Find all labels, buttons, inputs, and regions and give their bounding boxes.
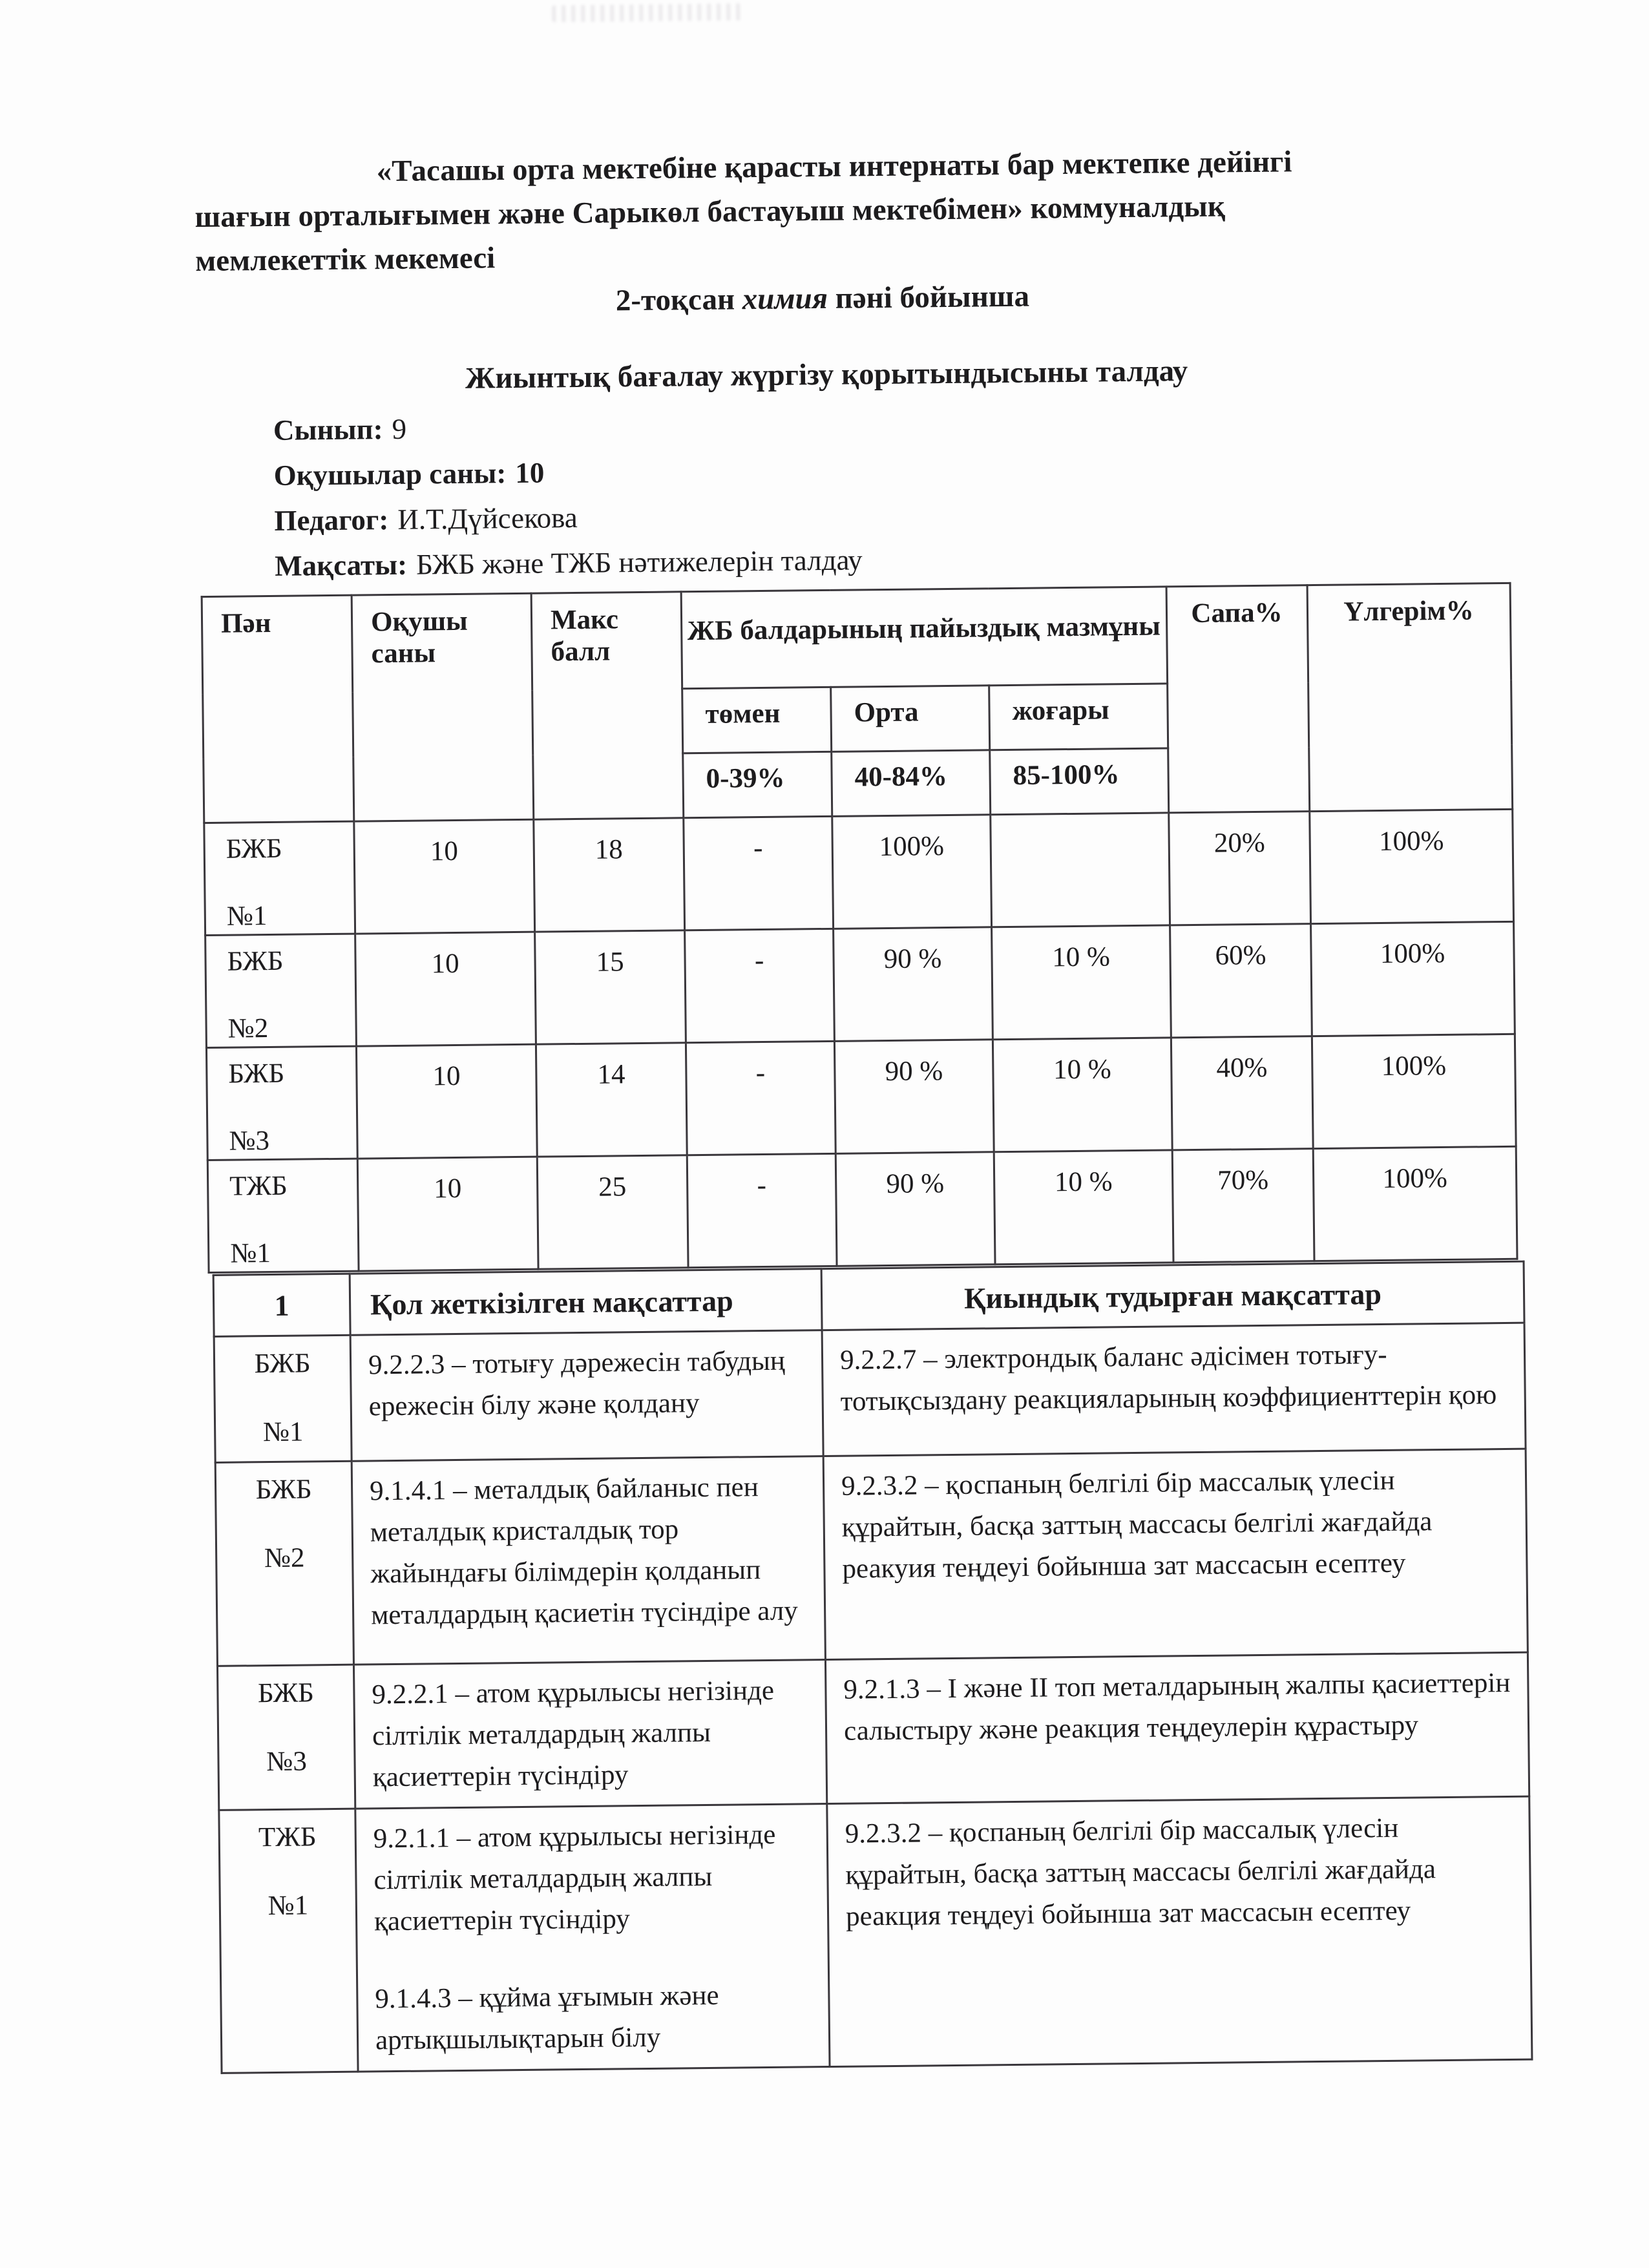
range-low: 0-39% — [683, 751, 832, 817]
col-header-quality: Сапа% — [1166, 585, 1310, 813]
cell-assessment-label — [215, 1461, 353, 1666]
table-row — [204, 809, 1514, 935]
teacher-label: Педагог: — [274, 503, 389, 537]
info-row-goal — [275, 537, 863, 589]
info-row-teacher — [274, 492, 862, 543]
assessment-number: №1 — [268, 1890, 309, 1922]
info-row-students — [273, 446, 861, 498]
range-mid: 40-84% — [832, 750, 991, 817]
assessment-number: №3 — [229, 1126, 270, 1157]
cell-difficult-goals — [822, 1323, 1526, 1456]
cell-low: - — [685, 929, 835, 1042]
table-row — [205, 921, 1515, 1047]
col-header-max-score: Макс балл — [531, 592, 684, 819]
cell-difficult-goals — [825, 1652, 1529, 1803]
teacher-value: И.Т.Дүйсекова — [397, 501, 578, 536]
results-header-row — [202, 583, 1511, 693]
header-line: «Тасашы орта мектебіне қарасты интернаты бар мектепке дейінгі — [376, 145, 1292, 189]
goal-label: Мақсаты: — [274, 548, 408, 582]
cell-students: 10 — [357, 1157, 538, 1271]
scan-artifact — [552, 3, 746, 22]
cell-subject — [204, 821, 355, 935]
assessment-number: №3 — [266, 1746, 308, 1778]
cell-max: 18 — [534, 818, 685, 932]
cell-students: 10 — [355, 932, 536, 1046]
cell-difficult-goals — [827, 1796, 1532, 2066]
cell-high: 10 % — [993, 1038, 1172, 1152]
cell-max: 25 — [537, 1155, 688, 1269]
assessment-number: №1 — [230, 1238, 271, 1269]
cell-assessment-label — [219, 1809, 358, 2073]
assessment-number: №1 — [226, 901, 268, 932]
goals-col-achieved: Қол жеткізілген мақсаттар — [350, 1269, 822, 1336]
cell-progress: 100% — [1310, 809, 1514, 923]
cell-difficult-goals — [823, 1449, 1528, 1659]
cell-low: - — [687, 1153, 837, 1267]
col-header-subject: Пән — [202, 595, 354, 823]
cell-achieved-goals — [355, 1804, 830, 2072]
cell-progress: 100% — [1312, 1034, 1516, 1148]
cell-low: - — [684, 816, 834, 930]
goals-table — [213, 1261, 1533, 2074]
cell-subject — [205, 934, 357, 1047]
class-value: 9 — [392, 412, 407, 445]
cell-progress: 100% — [1313, 1146, 1517, 1261]
students-label: Оқушылар саны: — [273, 457, 507, 492]
col-header-score-distribution: ЖБ балдарының пайыздық мазмұны — [681, 587, 1168, 689]
goal-text: 9.1.4.3 – құйма ұғымын және артықшылықтарын білу — [375, 1980, 719, 2056]
quarter-suffix: пәні бойынша — [827, 279, 1030, 315]
assessment-name: БЖБ — [255, 1474, 312, 1506]
table-row — [214, 1323, 1526, 1462]
table-row — [206, 1034, 1516, 1160]
assessment-name: БЖБ — [226, 833, 282, 865]
document-header — [194, 138, 1514, 327]
quarter-prefix: 2-тоқсан — [615, 282, 743, 318]
cell-achieved-goals — [352, 1456, 825, 1665]
table-row — [217, 1652, 1529, 1810]
assessment-number: №2 — [264, 1542, 305, 1574]
table-row — [219, 1796, 1532, 2073]
cell-students: 10 — [354, 819, 535, 934]
cell-mid: 90 % — [834, 927, 993, 1042]
cell-subject — [207, 1159, 359, 1272]
goal-text: 9.2.2.1 – атом құрылысы негізінде сілтілік металдардың жалпы қасиеттерін түсіндіру — [372, 1675, 775, 1793]
assessment-name: БЖБ — [257, 1677, 315, 1709]
cell-achieved-goals — [353, 1660, 826, 1809]
cell-achieved-goals — [350, 1330, 823, 1462]
cell-max: 15 — [535, 930, 686, 1044]
cell-quality: 40% — [1171, 1036, 1313, 1150]
assessment-name: БЖБ — [254, 1348, 311, 1380]
assessment-name: БЖБ — [227, 945, 284, 977]
goal-text: 9.2.3.2 – қоспаның белгілі бір массалық үлесін құрайтын, басқа заттың массасы белгілі жағдайда реакция теңдеуі бойынша зат массасын есептеу — [845, 1812, 1436, 1932]
cell-mid: 100% — [832, 815, 992, 929]
cell-progress: 100% — [1311, 921, 1515, 1036]
cell-high — [991, 813, 1170, 927]
col-header-progress: Үлгерім% — [1307, 583, 1513, 811]
cell-quality: 60% — [1170, 924, 1312, 1038]
cell-high: 10 % — [994, 1150, 1173, 1265]
cell-max: 14 — [536, 1043, 687, 1157]
cell-mid: 90 % — [835, 1152, 995, 1266]
goal-text: 9.2.2.3 – тотығу дәрежесін табудың ережесін білу және қолдану — [368, 1345, 786, 1422]
goal-text: 9.2.1.1 – атом құрылысы негізінде сілтілік металдардың жалпы қасиеттерін түсіндіру — [373, 1819, 776, 1937]
class-label: Сынып: — [273, 413, 383, 446]
cell-students: 10 — [356, 1044, 537, 1159]
col-header-high: жоғары — [989, 684, 1168, 750]
info-row-class — [273, 401, 861, 453]
range-high: 85-100% — [990, 748, 1169, 815]
goals-col-difficult: Қиындық тудырған мақсаттар — [821, 1261, 1524, 1330]
cell-mid: 90 % — [834, 1040, 994, 1154]
col-header-students: Оқушы саны — [352, 593, 534, 821]
page-title: Жиынтық бағалау жүргізу қорытындысыны талдау — [465, 354, 1188, 395]
cell-quality: 70% — [1172, 1149, 1314, 1263]
cell-quality: 20% — [1169, 812, 1311, 925]
header-line: шағын орталығымен және Сарыкөл бастауыш мектебімен» коммуналдық — [194, 189, 1226, 235]
col-header-mid: Орта — [831, 686, 990, 752]
subject-name: химия — [742, 281, 828, 317]
header-line: мемлекеттік мекемесі — [194, 241, 496, 278]
cell-high: 10 % — [992, 925, 1171, 1040]
cell-assessment-label — [214, 1335, 352, 1462]
cell-low: - — [686, 1041, 835, 1155]
table-row — [215, 1449, 1528, 1666]
assessment-name: ТЖБ — [258, 1822, 317, 1853]
info-block — [273, 401, 863, 589]
assessment-number: №2 — [227, 1013, 269, 1044]
goal-text: 9.2.1.3 – I және II топ металдарының жалпы қасиеттерін салыстыру және реакция теңдеулерін құрастыру — [843, 1667, 1511, 1747]
assessment-name: ТЖБ — [229, 1170, 288, 1202]
col-header-low: төмен — [682, 687, 832, 753]
goal-text: 9.1.4.1 – металдық байланыс пен металдық кристалдық тор жайындағы білімдерін қолданып металдардың қасиетін түсіндіре алу — [369, 1472, 798, 1631]
goal-text: 9.2.2.7 – электрондық баланс әдісімен тотығу-тотықсыздану реакцияларының коэффициенттерін қою — [839, 1339, 1497, 1417]
goals-col-number: 1 — [213, 1274, 350, 1336]
assessment-name: БЖБ — [228, 1058, 285, 1089]
goal-text: 9.2.3.2 – қоспаның белгілі бір массалық үлесін құрайтын, басқа заттың массасы белгілі жағдайда реакуия теңдеуі бойынша зат массасын есептеу — [841, 1465, 1433, 1584]
results-table — [201, 582, 1518, 1274]
assessment-number: №1 — [262, 1416, 304, 1448]
table-row — [207, 1146, 1517, 1272]
goal-value: БЖБ және ТЖБ нәтижелерін талдау — [415, 543, 863, 581]
cell-subject — [206, 1046, 357, 1160]
students-value: 10 — [515, 456, 545, 489]
cell-assessment-label — [217, 1664, 355, 1810]
